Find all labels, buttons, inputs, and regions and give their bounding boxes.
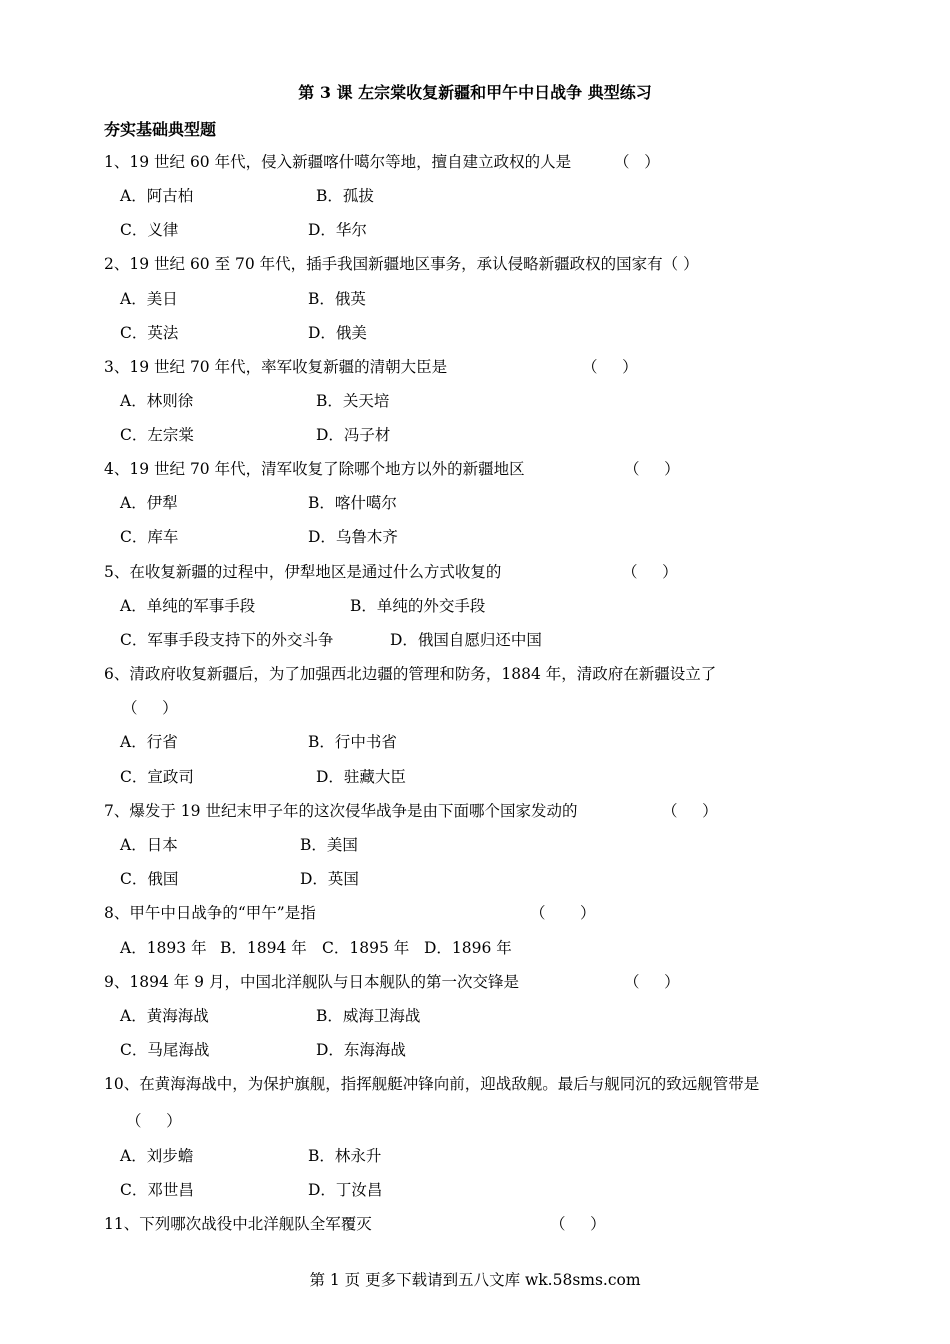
question-7-option-d: D．英国 xyxy=(300,870,359,888)
question-1-stem: 1、19 世纪 60 年代，侵入新疆喀什噶尔等地，擅自建立政权的人是 xyxy=(104,153,572,171)
question-1-option-a: A．阿古柏 xyxy=(120,187,194,205)
question-2-stem: 2、19 世纪 60 至 70 年代，插手我国新疆地区事务，承认侵略新疆政权的国家有（ ） xyxy=(104,255,699,273)
question-5-option-c: C．军事手段支持下的外交斗争 xyxy=(120,631,334,649)
question-6-option-c: C．宣政司 xyxy=(120,768,194,786)
question-6-option-b: B．行中书省 xyxy=(308,733,397,751)
question-5-answer-blank: （ ） xyxy=(622,563,678,581)
question-9-stem: 9、1894 年 9 月，中国北洋舰队与日本舰队的第一次交锋是 xyxy=(104,973,519,991)
question-1-option-b: B．孤拔 xyxy=(316,187,374,205)
question-8-option-b: B．1894 年 xyxy=(220,939,307,957)
question-3-option-c: C．左宗棠 xyxy=(120,426,194,444)
question-11-answer-blank: （ ） xyxy=(550,1215,606,1233)
question-8-answer-blank: （ ） xyxy=(530,904,596,922)
question-4-option-b: B．喀什噶尔 xyxy=(308,494,397,512)
question-2-option-b: B．俄英 xyxy=(308,290,366,308)
question-7-option-b: B．美国 xyxy=(300,836,358,854)
question-5-option-a: A．单纯的军事手段 xyxy=(120,597,256,615)
question-6-option-d: D．驻藏大臣 xyxy=(316,768,406,786)
question-9-answer-blank: （ ） xyxy=(624,973,680,991)
question-2-option-c: C．英法 xyxy=(120,324,179,342)
question-1-option-c: C．义律 xyxy=(120,221,179,239)
question-9-option-d: D．东海海战 xyxy=(316,1041,406,1059)
question-6-stem: 6、清政府收复新疆后，为了加强西北边疆的管理和防务，1884 年，清政府在新疆设立了 xyxy=(104,665,717,683)
page-footer: 第 1 页 更多下载请到五八文库 wk.58sms.com xyxy=(309,1271,641,1289)
question-1-option-d: D．华尔 xyxy=(308,221,367,239)
question-1-answer-blank: （ ） xyxy=(614,153,660,171)
question-2-option-a: A．美日 xyxy=(120,290,178,308)
question-6-option-a: A．行省 xyxy=(120,733,178,751)
question-7-stem: 7、爆发于 19 世纪末甲子年的这次侵华战争是由下面哪个国家发动的 xyxy=(104,802,578,820)
question-8-option-d: D．1896 年 xyxy=(424,939,512,957)
question-7-option-c: C．俄国 xyxy=(120,870,179,888)
question-3-option-a: A．林则徐 xyxy=(120,392,194,410)
question-7-option-a: A．日本 xyxy=(120,836,178,854)
question-10-answer-blank: （ ） xyxy=(126,1112,182,1130)
question-5-option-d: D．俄国自愿归还中国 xyxy=(390,631,542,649)
question-4-option-c: C．库车 xyxy=(120,528,179,546)
question-9-option-c: C．马尾海战 xyxy=(120,1041,210,1059)
question-3-stem: 3、19 世纪 70 年代，率军收复新疆的清朝大臣是 xyxy=(104,358,448,376)
question-5-option-b: B．单纯的外交手段 xyxy=(350,597,486,615)
question-11-stem: 11、下列哪次战役中北洋舰队全军覆灭 xyxy=(104,1215,372,1233)
question-7-answer-blank: （ ） xyxy=(662,802,718,820)
question-10-option-d: D．丁汝昌 xyxy=(308,1181,383,1199)
page-title: 第 3 课 左宗棠收复新疆和甲午中日战争 典型练习 xyxy=(298,83,652,102)
question-4-answer-blank: （ ） xyxy=(624,460,680,478)
question-10-stem: 10、在黄海海战中，为保护旗舰，指挥舰艇冲锋向前，迎战敌舰。最后与舰同沉的致远舰管带是 xyxy=(104,1075,760,1093)
question-10-option-a: A．刘步蟾 xyxy=(120,1147,194,1165)
question-4-option-d: D．乌鲁木齐 xyxy=(308,528,398,546)
question-8-option-c: C．1895 年 xyxy=(322,939,410,957)
question-8-stem: 8、甲午中日战争的“甲午”是指 xyxy=(104,904,316,922)
question-9-option-a: A．黄海海战 xyxy=(120,1007,209,1025)
question-5-stem: 5、在收复新疆的过程中，伊犁地区是通过什么方式收复的 xyxy=(104,563,502,581)
section-heading: 夯实基础典型题 xyxy=(104,120,217,139)
question-8-option-a: A．1893 年 xyxy=(120,939,207,957)
question-4-option-a: A．伊犁 xyxy=(120,494,178,512)
question-9-option-b: B．威海卫海战 xyxy=(316,1007,421,1025)
question-4-stem: 4、19 世纪 70 年代，清军收复了除哪个地方以外的新疆地区 xyxy=(104,460,525,478)
question-3-answer-blank: （ ） xyxy=(582,358,638,376)
question-6-answer-blank: （ ） xyxy=(122,699,178,717)
question-10-option-b: B．林永升 xyxy=(308,1147,382,1165)
question-3-option-b: B．关天培 xyxy=(316,392,390,410)
question-3-option-d: D．冯子材 xyxy=(316,426,391,444)
question-2-option-d: D．俄美 xyxy=(308,324,367,342)
question-10-option-c: C．邓世昌 xyxy=(120,1181,194,1199)
